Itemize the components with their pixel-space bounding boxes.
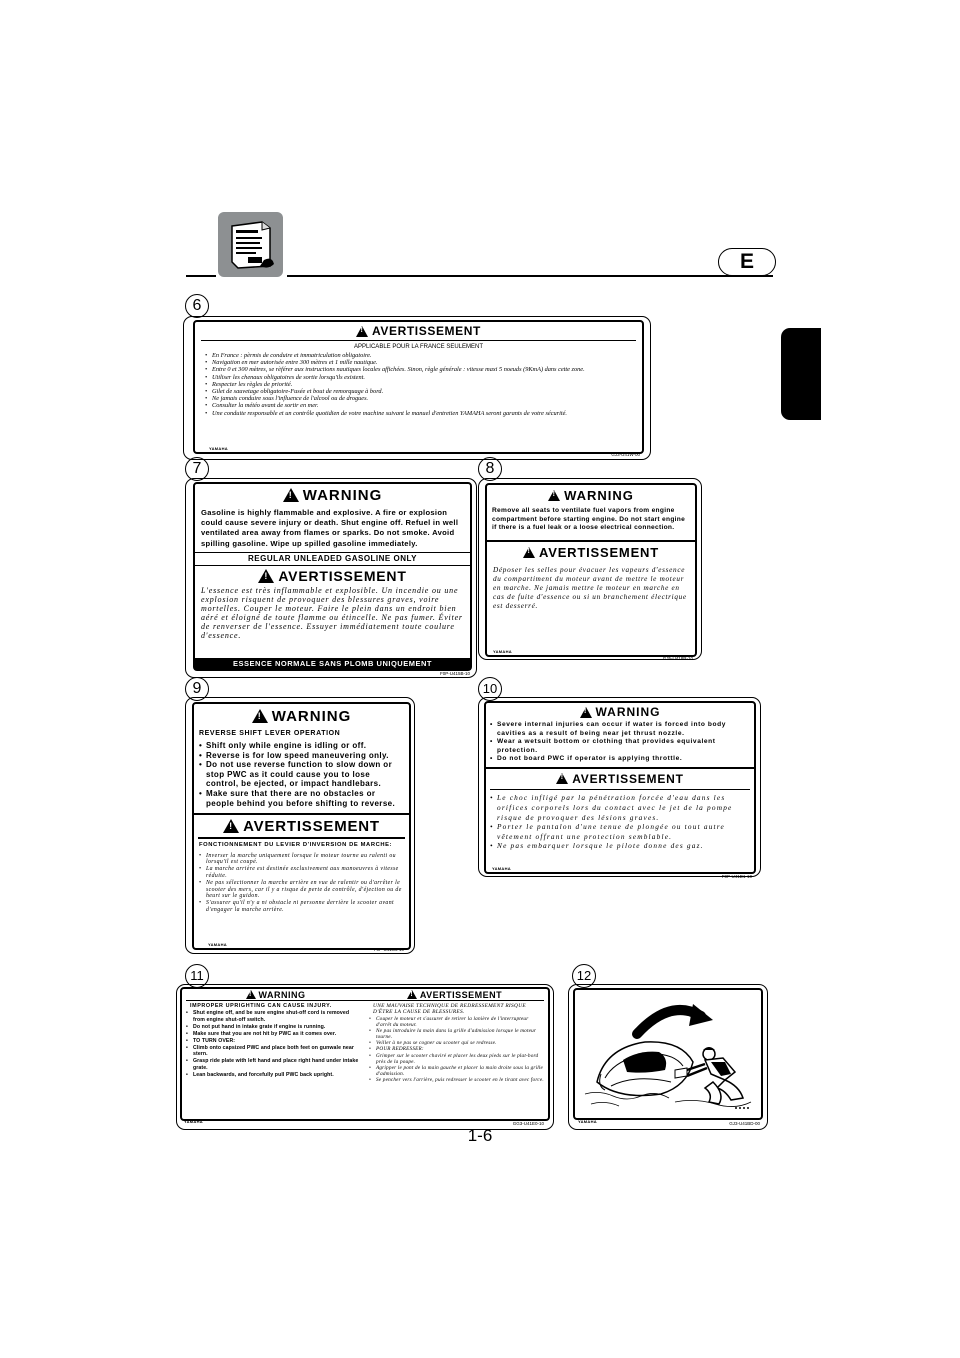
list-item: • Severe internal injuries can occur if water is forced into body cavities as a result of being near jet thrust nozzle.	[490, 721, 750, 738]
label-8-title-fr: AVERTISSEMENT	[539, 545, 659, 560]
warning-triangle-icon	[223, 819, 239, 833]
warning-triangle-icon	[407, 990, 417, 999]
label-6-card	[193, 320, 644, 454]
label-12-card	[573, 988, 763, 1120]
list-item: • Se pencher vers l'arrière, puis redresser le scooter en le tirant avec force.	[369, 1077, 544, 1083]
label-code: F0P-U415B-10	[439, 671, 470, 676]
label-9-list-fr	[199, 853, 404, 914]
warning-triangle-icon	[246, 990, 256, 999]
brand-logo: YAMAHA	[492, 866, 511, 871]
label-11-list-fr	[369, 1016, 544, 1083]
list-item: • Shift only while engine is idling or off.	[199, 741, 405, 751]
list-item: • Lean backwards, and forcefully pull PWC back upright.	[186, 1072, 361, 1079]
list-item: • Consulter la météo avant de sortir en mer.	[205, 402, 634, 409]
label-number: 12	[572, 964, 596, 988]
label-10-title-fr: AVERTISSEMENT	[572, 771, 684, 786]
label-code: GJ3-U41BD-00	[729, 1121, 760, 1126]
list-item: • Ne pas embarquer lorsque le pilote donne des gaz.	[490, 841, 748, 851]
label-6-subtitle: APPLICABLE POUR LA FRANCE SEULEMENT	[353, 344, 484, 350]
label-8-card	[485, 483, 697, 657]
list-item: • Wear a wetsuit bottom or clothing that provides equivalent protection.	[490, 738, 750, 755]
label-11-card	[180, 987, 550, 1121]
list-item: • POUR REDRESSER:	[369, 1046, 544, 1052]
list-item: • Respecter les règles de priorité.	[205, 381, 634, 388]
warning-triangle-icon	[548, 490, 560, 501]
brand-logo: YAMAHA	[196, 664, 215, 669]
list-item: • Ne pas introduire la main dans la grille d'admission lorsque le moteur tourne.	[369, 1028, 544, 1040]
list-item: • Agripper le pont de la main gauche et placer la main droite sous la grille d'admission.	[369, 1065, 544, 1077]
list-item: • Do not use reverse function to slow down or stop PWC as it could cause you to lose control, be ejected, or impact handlebars.	[199, 760, 405, 789]
label-6-list	[205, 352, 634, 417]
page-number: 1-6	[467, 1126, 493, 1145]
label-7-text: Gasoline is highly flammable and explosive. A fire or explosion could cause severe injury or death. Shut engine off. Refuel in well ventilated area away from flames or sparks. Do not smoke. Avoid spilling gasoline. Wipe up spilled gasoline immediately.	[201, 508, 459, 548]
label-number: 11	[185, 964, 209, 988]
warning-triangle-icon	[283, 488, 299, 502]
label-10-card	[484, 701, 756, 874]
list-item: • Ne pas sélectionner la marche arrière en vue de ralentir ou d'arrêter le scooter des mers, car il y a risque de perte de contrôle, d'éjection ou de heurt sur le guidon.	[199, 880, 404, 900]
label-9-card	[192, 702, 411, 950]
list-item: • Une conduite responsable et un contrôle quotidien de votre machine suivant le manuel d'entretien YAMAHA seront garants de votre sécurité.	[205, 410, 634, 417]
label-number: 7	[185, 457, 209, 481]
brand-logo: YAMAHA	[184, 1119, 203, 1124]
side-tab	[781, 328, 821, 420]
brand-logo: YAMAHA	[209, 446, 228, 451]
list-item: • Do not put hand in intake grate if engine is running.	[186, 1024, 361, 1031]
list-item: • Shut engine off, and be sure engine shut-off cord is removed from engine shut-off switch.	[186, 1010, 361, 1024]
list-item: • En France : pèrmis de conduire et immatriculation obligatoire.	[205, 352, 634, 359]
label-11-title-fr: AVERTISSEMENT	[419, 989, 503, 1000]
list-item: • Porter le pantalon d'une tenue de plongée ou tout autre vêtement offrant une protection semblable.	[490, 822, 748, 841]
brand-logo: YAMAHA	[578, 1119, 597, 1124]
label-number: 8	[478, 457, 502, 481]
list-item: • Utiliser les chenaux obligatoires de sortie lorsqu'ils existent.	[205, 374, 634, 381]
header-rule-left	[186, 275, 216, 277]
brand-logo: YAMAHA	[208, 942, 227, 947]
section-badge: E	[718, 248, 776, 276]
list-item: • Ne jamais conduire sous l'influence de l'alcool ou de drogues.	[205, 395, 634, 402]
warning-triangle-icon	[258, 569, 274, 583]
label-10-list-fr	[490, 793, 748, 851]
label-6-title: AVERTISSEMENT	[372, 324, 481, 338]
label-code: GG3-U41E0-10	[512, 1121, 544, 1126]
label-8-title: WARNING	[564, 487, 634, 503]
header-rule-right	[287, 275, 773, 277]
label-11-title: WARNING	[258, 989, 306, 1000]
label-code: GJ3-U41W-00	[611, 452, 640, 457]
label-8-text: Remove all seats to ventilate fuel vapors from engine compartment before starting engine. Do not start engine if there is a fuel leak or a loose electrical connection.	[492, 507, 686, 531]
list-item: • Couper le moteur et s'assurer de retirer la lanière de l'interrupteur d'arrêt du moteur.	[369, 1016, 544, 1028]
list-item: • Inverser la marche uniquement lorsque le moteur tourne au ralenti ou lorsqu'il est coupé.	[199, 853, 404, 867]
warning-triangle-icon	[252, 709, 268, 723]
list-item: • S'assurer qu'il n'y a ni obstacle ni personne derrière le scooter avant d'engager la marche arrière.	[199, 900, 404, 914]
label-7-text-fr: L'essence est très inflammable et explosible. Un incendie ou une explosion risquent de provoquer des blessures graves, voire mortelles. Couper le moteur. Faire le plein dans un endroit bien aéré et éloigné de toute flamme ou étincelle. Ne pas fumer. Éviter de renverser de l'essence. Essuyer immédiatement toute coulure d'essence.	[201, 585, 463, 640]
warning-triangle-icon	[523, 547, 535, 558]
list-item: • Grimper sur le scooter chaviré et placer les deux pieds sur le plat-bord près de la poupe.	[369, 1053, 544, 1065]
list-item: • Grasp ride plate with left hand and place right hand under intake grate.	[186, 1058, 361, 1072]
label-7-card	[193, 482, 472, 671]
list-item: • Entre 0 et 300 mètres, se rèférer aux instructions nautiques locales affichées. Sinon, règle générale : vitesse maxi 5 noeuds (9KmA) dans cette zone.	[205, 366, 634, 373]
label-code: F0P-U41C6-10	[373, 947, 404, 952]
list-item: • La marche arrière est destinée exclusivement aux manoeuvres à vitesse réduite.	[199, 866, 404, 880]
list-item: • Climb onto capsized PWC and place both feet on gunwale near stern.	[186, 1045, 361, 1059]
label-7-fuel-band-fr: ESSENCE NORMALE SANS PLOMB UNIQUEMENT	[195, 658, 470, 669]
label-10-title: WARNING	[595, 705, 661, 719]
list-item: • Navigation en mer autorisée entre 300 mètres et 1 mille nautique.	[205, 359, 634, 366]
list-item: • Do not board PWC if operator is applying throttle.	[490, 755, 750, 764]
label-8-text-fr: Déposer les selles pour évacuer les vapeurs d'essence du compartiment du moteur avant de mettre le moteur en marche. Ne jamais mettre le moteur en marche en cas de fuite d'essence ou si un branchement électrique est desserré.	[493, 565, 687, 611]
label-9-title: WARNING	[271, 707, 352, 725]
list-item: • Make sure that there are no obstacles or people behind you before shifting to reverse.	[199, 789, 405, 808]
label-7-title: WARNING	[302, 486, 383, 504]
list-item: • Reverse is for low speed maneuvering only.	[199, 751, 405, 761]
warning-triangle-icon	[580, 707, 592, 718]
label-code: GJ5-U418R-10	[662, 656, 693, 661]
brand-logo: YAMAHA	[493, 649, 512, 654]
label-9-list	[199, 741, 405, 808]
warning-triangle-icon	[356, 326, 368, 337]
list-item: • Le choc infligé par la pénétration forcée d'eau dans les orifices corporels lors du contact avec le jet de la pompe risque de provoquer des lésions graves.	[490, 793, 748, 822]
label-9-heading: REVERSE SHIFT LEVER OPERATION	[199, 730, 341, 737]
label-number: 6	[185, 294, 209, 318]
list-item: • TO TURN OVER:	[186, 1038, 361, 1045]
manual-icon	[218, 212, 283, 277]
label-10-list	[490, 721, 750, 764]
label-number: 9	[185, 677, 209, 701]
label-11-heading: IMPROPER UPRIGHTING CAN CAUSE INJURY.	[190, 1003, 332, 1009]
uprighting-illustration	[575, 990, 761, 1118]
list-item: • Veiller à ne pas se cogner au scooter qui se redresse.	[369, 1040, 544, 1046]
label-code: F0P-U41D1-10	[721, 874, 752, 879]
list-item: • Make sure that you are not hit by PWC as it comes over.	[186, 1031, 361, 1038]
label-11-heading-fr: UNE MAUVAISE TECHNIQUE DE REDRESSEMENT RISQUE D'ÊTRE LA CAUSE DE BLESSURES.	[373, 1003, 526, 1015]
label-7-title-fr: AVERTISSEMENT	[278, 567, 407, 584]
label-9-heading-fr: FONCTIONNEMENT DU LEVIER D'INVERSION DE MARCHE:	[199, 841, 393, 848]
label-9-title-fr: AVERTISSEMENT	[243, 817, 380, 835]
list-item: • Gilet de sauvetage obligatoire-Fusée et bout de remorquage à bord.	[205, 388, 634, 395]
label-number: 10	[478, 677, 502, 701]
label-11-list	[186, 1010, 361, 1079]
label-7-fuel-band: REGULAR UNLEADED GASOLINE ONLY	[195, 552, 470, 566]
warning-triangle-icon	[556, 773, 568, 784]
